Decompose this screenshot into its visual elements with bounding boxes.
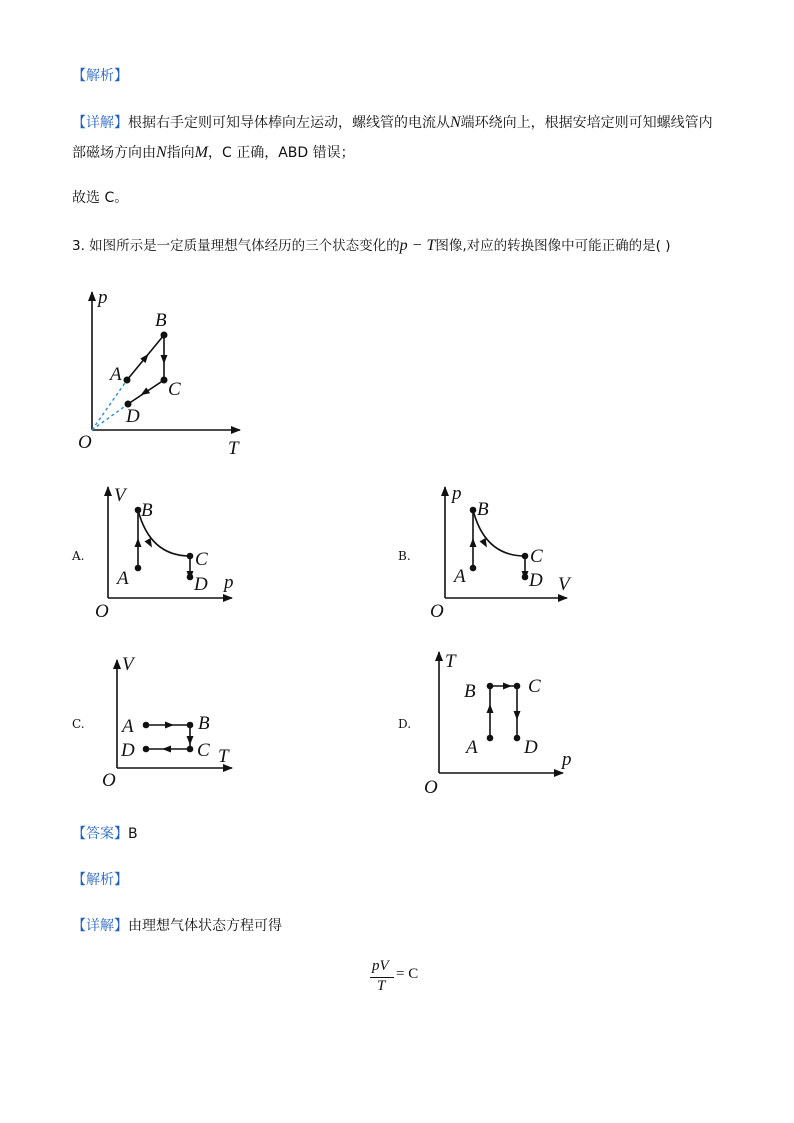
detail-text: 部磁场方向由	[72, 145, 156, 161]
main-pt-figure	[70, 285, 270, 465]
axis-label-x: T	[228, 438, 239, 459]
detail-text: 端环绕向上，根据安培定则可知螺线管内	[460, 115, 713, 131]
formula-rhs: = C	[396, 966, 419, 982]
point-a	[143, 722, 150, 729]
detail-text: 根据右手定则可知导体棒向左运动，螺线管的电流从	[128, 115, 450, 131]
point-label-c: C	[168, 379, 181, 400]
option-d-label: D.	[398, 717, 412, 731]
section-heading-analysis: 【解析】	[72, 68, 128, 84]
point-c	[514, 683, 521, 690]
origin-label: O	[102, 770, 116, 791]
point-a	[470, 565, 477, 572]
axis-label-x: p	[562, 749, 572, 770]
detail-text: ，C 正确，ABD 错误；	[208, 145, 355, 161]
var-n: N	[156, 144, 167, 161]
option-c-label: C.	[72, 717, 85, 731]
point-label-b: B	[198, 713, 210, 734]
point-c	[161, 377, 168, 384]
point-d	[522, 574, 529, 581]
point-c	[187, 553, 194, 560]
point-label-d: D	[121, 740, 135, 761]
point-label-d: D	[126, 406, 140, 427]
point-d	[143, 746, 150, 753]
option-c-figure	[95, 650, 245, 795]
answer-line	[72, 825, 138, 843]
point-label-a: A	[454, 566, 466, 587]
section-heading-analysis-2: 【解析】	[72, 872, 128, 888]
detail2-text: 由理想气体状态方程可得	[128, 918, 282, 934]
option-d-figure	[418, 645, 593, 800]
point-b	[161, 332, 168, 339]
axis-label-y: p	[452, 483, 462, 504]
dashed-line-od	[92, 404, 128, 430]
formula-denominator: T	[377, 978, 386, 994]
origin-label: O	[95, 601, 109, 622]
axis-label-y: V	[122, 654, 134, 675]
detail-text: 指向	[166, 145, 195, 161]
question-math: p − T	[399, 237, 436, 254]
point-a	[487, 735, 494, 742]
origin-label: O	[430, 601, 444, 622]
point-label-c: C	[195, 549, 208, 570]
point-label-d: D	[194, 574, 208, 595]
point-c	[187, 746, 194, 753]
question-text-a: 3. 如图所示是一定质量理想气体经历的三个状态变化的	[72, 238, 400, 254]
axis-label-y: T	[445, 651, 456, 672]
state-equation-formula	[368, 958, 428, 998]
origin-label: O	[424, 777, 438, 798]
segment-ab	[127, 335, 164, 380]
point-label-a: A	[466, 737, 478, 758]
axis-label-x: p	[224, 572, 234, 593]
var-n: N	[450, 114, 461, 131]
option-a-figure	[90, 480, 250, 620]
question-text	[72, 237, 671, 255]
point-label-b: B	[477, 499, 489, 520]
detail-line-1	[72, 114, 713, 132]
point-label-c: C	[528, 676, 541, 697]
answer-value: B	[128, 826, 138, 842]
point-b	[487, 683, 494, 690]
point-label-b: B	[464, 681, 476, 702]
option-a-label: A.	[72, 549, 85, 563]
answer-tag: 【答案】	[72, 826, 128, 842]
point-label-d: D	[529, 570, 543, 591]
segment-cd	[128, 380, 164, 404]
axis-label-x: T	[218, 746, 229, 767]
point-d	[514, 735, 521, 742]
point-label-b: B	[141, 500, 153, 521]
detail-line-2	[72, 144, 355, 162]
point-label-a: A	[122, 716, 134, 737]
point-a	[135, 565, 142, 572]
axis-label-y: V	[114, 485, 126, 506]
point-label-b: B	[155, 310, 167, 331]
point-label-d: D	[524, 737, 538, 758]
detail2-tag: 【详解】	[72, 918, 128, 934]
point-label-a: A	[117, 568, 129, 589]
axis-label-y: p	[98, 287, 108, 308]
point-label-c: C	[530, 546, 543, 567]
question-text-b: 图像,对应的转换图像中可能正确的是( )	[435, 238, 671, 254]
point-d	[187, 574, 194, 581]
detail-tag: 【详解】	[72, 115, 128, 131]
var-m: M	[194, 144, 208, 161]
point-label-a: A	[110, 364, 122, 385]
origin-label: O	[78, 432, 92, 453]
point-b	[187, 722, 194, 729]
point-b	[470, 507, 477, 514]
option-b-figure	[420, 480, 580, 620]
point-label-c: C	[197, 740, 210, 761]
option-b-label: B.	[398, 549, 411, 563]
formula-numerator: pV	[372, 958, 389, 974]
axis-label-x: V	[558, 574, 570, 595]
detail-line-3: 故选 C。	[72, 190, 129, 206]
point-a	[124, 377, 131, 384]
detail2-line	[72, 917, 282, 935]
point-c	[522, 553, 529, 560]
dashed-line-oa	[92, 380, 127, 430]
